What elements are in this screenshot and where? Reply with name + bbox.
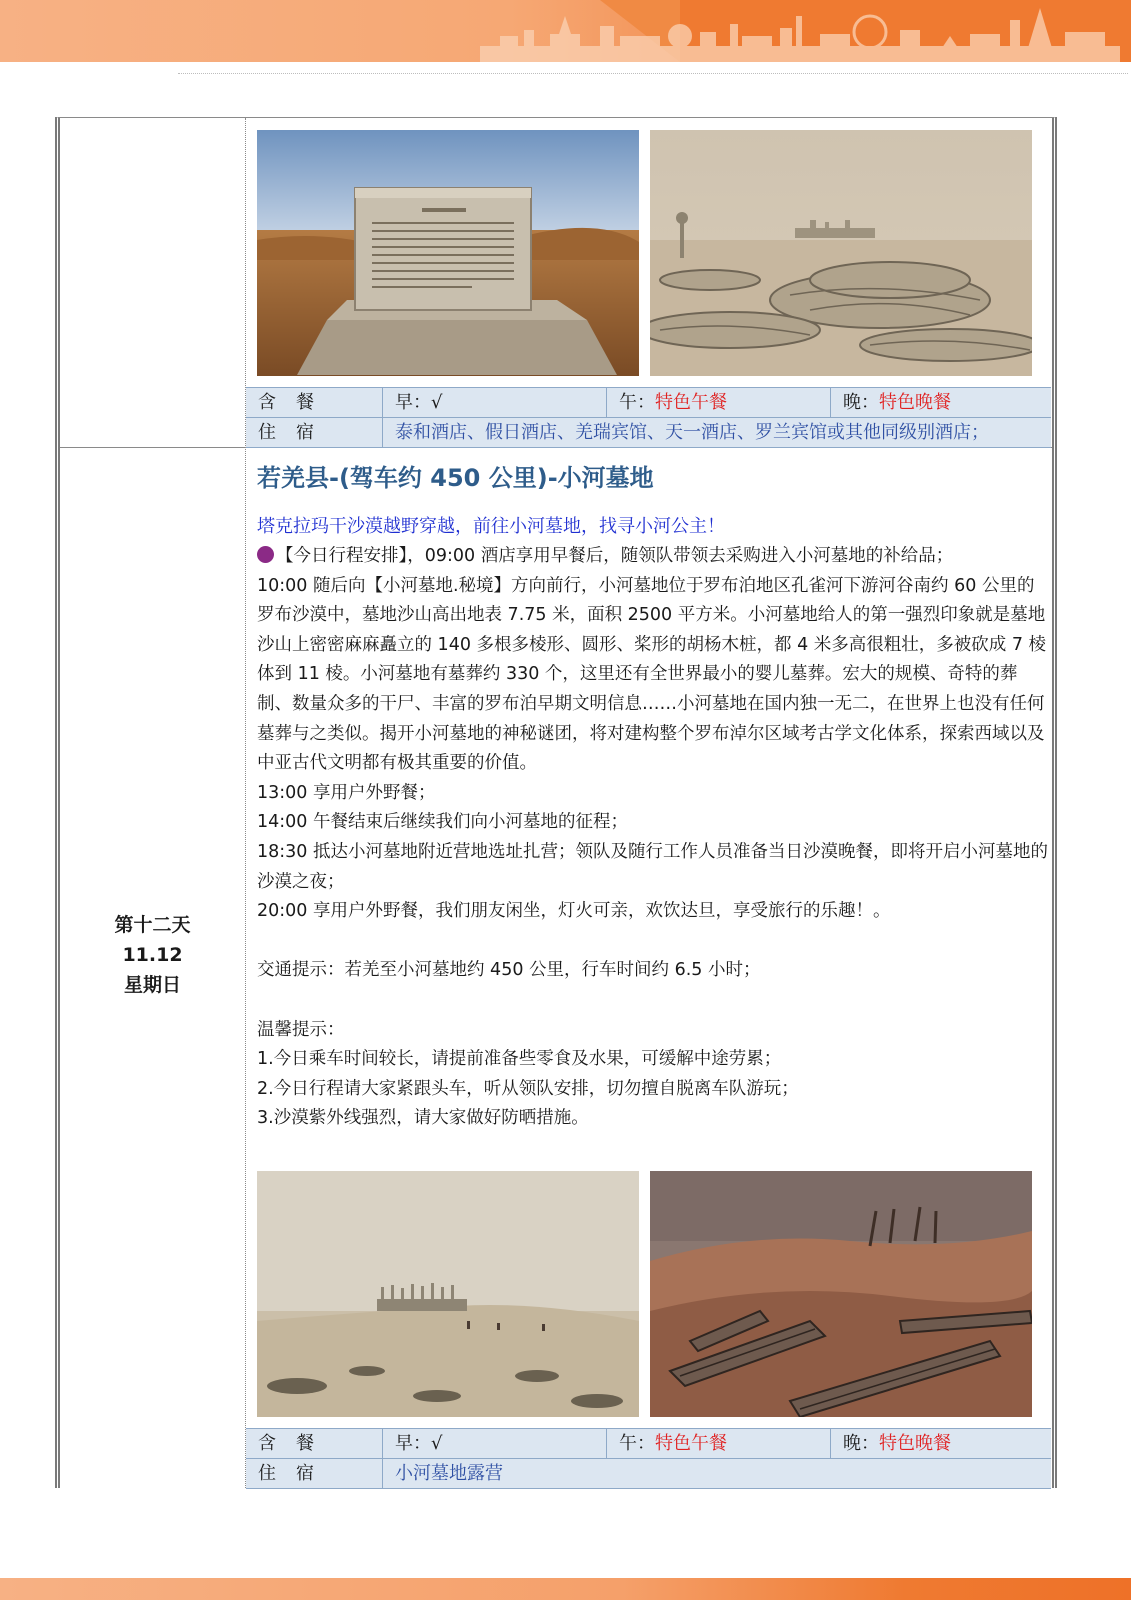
lunch-cell: 午：特色午餐 xyxy=(606,388,830,417)
lodging-row xyxy=(246,1458,1051,1489)
schedule-intro: 【今日行程安排】，09:00 酒店享用早餐后，随领队带领去采购进入小河墓地的补给品； xyxy=(257,542,1051,572)
city-skyline-icon xyxy=(480,6,1120,62)
breakfast-cell: 早：√ xyxy=(382,388,606,417)
header-rule xyxy=(178,73,1128,74)
schedule-paragraph: 18:30 抵达小河墓地附近营地选址扎营；领队及随行工作人员准备当日沙漠晚餐，即将开启小河墓地的沙漠之夜； xyxy=(257,841,1048,892)
column-divider xyxy=(245,118,246,1488)
warm-tip-item: 1.今日乘车时间较长，请提前准备些零食及水果，可缓解中途劳累； xyxy=(257,1049,782,1070)
lodging-label: 住宿 xyxy=(258,422,334,443)
header-banner xyxy=(0,0,1131,62)
schedule-paragraph: 13:00 享用户外野餐； xyxy=(257,782,436,803)
lunch-cell: 午：特色午餐 xyxy=(606,1429,830,1458)
day-date: 11.12 xyxy=(122,944,183,966)
lodging-row xyxy=(246,417,1051,448)
lodging-value: 泰和酒店、假日酒店、羌瑞宾馆、天一酒店、罗兰宾馆或其他同级别酒店； xyxy=(382,418,1051,447)
meals-label: 含餐 xyxy=(258,392,334,413)
dinner-cell: 晚：特色晚餐 xyxy=(830,388,1051,417)
dinner-cell: 晚：特色晚餐 xyxy=(830,1429,1051,1458)
schedule-paragraph: 10:00 随后向【小河墓地.秘境】方向前行，小河墓地位于罗布泊地区孔雀河下游河谷南约 60 公里的罗布沙漠中，墓地沙山高出地表 7.75 米，面积 2500 平方米。小河墓地给人的第一强烈印象就是墓地沙山上密密麻麻矗立的 140 多根多棱形、圆形、桨形的胡杨木桩，都 4 米多高很粗壮，多被砍成 7 棱体到 11 棱。小河墓地有墓葬约 330 个，这里还有全世界最小的婴儿墓葬。宏大的规模、奇特的葬制、数量众多的干尸、丰富的罗布泊早期文明信息……小河墓地在国内独一无二，在世界上也没有任何墓葬与之类似。揭开小河墓地的神秘谜团，将对建构整个罗布淖尔区域考古学文化体系，探索西域以及中亚古代文明都有极其重要的价值。 xyxy=(257,575,1047,774)
day-label xyxy=(60,910,245,1000)
lodging-value: 小河墓地露营 xyxy=(382,1459,1051,1488)
lodging-label: 住宿 xyxy=(258,1463,334,1484)
traffic-tip: 交通提示：若羌至小河墓地约 450 公里，行车时间约 6.5 小时； xyxy=(257,960,761,981)
day-subtitle: 塔克拉玛干沙漠越野穿越，前往小河墓地，找寻小河公主！ xyxy=(257,516,725,537)
xiaohe-cemetery-distant-photo xyxy=(257,1171,639,1417)
bullet-icon xyxy=(257,546,274,563)
meals-row xyxy=(246,387,1051,418)
day-weekday: 星期日 xyxy=(123,974,181,996)
schedule-paragraph: 14:00 午餐结束后继续我们向小河墓地的征程； xyxy=(257,812,628,833)
dead-poplar-logs-dunes-photo xyxy=(650,1171,1032,1417)
schedule-paragraph: 20:00 享用户外野餐，我们朋友闲坐，灯火可亲，欢饮达旦，享受旅行的乐趣！。 xyxy=(257,901,891,922)
warm-tips-title: 温馨提示： xyxy=(257,1019,345,1040)
warm-tip-item: 3.沙漠紫外线强烈，请大家做好防晒措施。 xyxy=(257,1108,589,1129)
footer-banner xyxy=(0,1578,1131,1600)
meals-row xyxy=(246,1428,1051,1459)
day-number: 第十二天 xyxy=(114,914,191,936)
loulan-stele-photo xyxy=(257,130,639,376)
breakfast-cell: 早：√ xyxy=(382,1429,606,1458)
warm-tip-item: 2.今日行程请大家紧跟头车，听从领队安排，切勿擅自脱离车队游玩； xyxy=(257,1078,799,1099)
route-title: 若羌县-(驾车约 450 公里)-小河墓地 xyxy=(257,464,654,492)
dead-poplar-wood-photo xyxy=(650,130,1032,376)
day-content xyxy=(257,458,1051,1134)
meals-label: 含餐 xyxy=(258,1433,334,1454)
